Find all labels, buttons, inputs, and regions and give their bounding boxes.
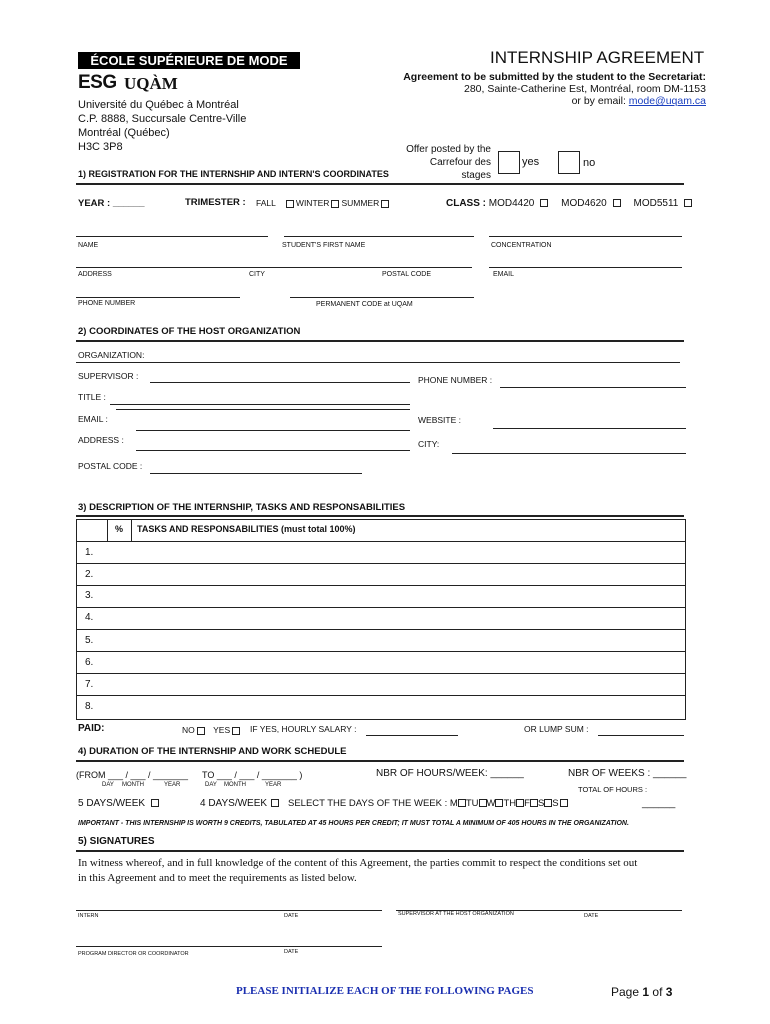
witness-text	[78, 856, 682, 886]
section1-rule	[76, 183, 684, 185]
name-line[interactable]	[76, 236, 268, 237]
fall-checkbox[interactable]	[286, 200, 294, 208]
table-row[interactable]	[77, 563, 685, 564]
year-field[interactable]: YEAR : ______	[78, 198, 145, 209]
host-city-line[interactable]	[452, 453, 686, 454]
section1-title: 1) REGISTRATION FOR THE INTERNSHIP AND INTERN'S COORDINATES	[78, 169, 389, 179]
section3-title: 3) DESCRIPTION OF THE INTERNSHIP, TASKS AND RESPONSABILITIES	[78, 502, 406, 513]
section3-rule	[76, 515, 684, 517]
hours-per-week-field[interactable]: NBR OF HOURS/WEEK: ______	[376, 768, 524, 779]
email-prefix: or by email:	[571, 95, 626, 107]
host-address-line[interactable]	[136, 430, 410, 431]
initialize-notice: PLEASE INITIALIZE EACH OF THE FOLLOWING PAGES	[236, 985, 534, 997]
page-title: INTERNSHIP AGREEMENT	[490, 48, 705, 67]
five-days-label: 5 DAYS/WEEK	[78, 798, 146, 809]
paid-yes-checkbox[interactable]	[232, 727, 240, 735]
row-number: 6.	[85, 657, 94, 668]
section5-rule	[76, 850, 684, 852]
host-postal-code-label: POSTAL CODE :	[78, 461, 143, 471]
day-label: F	[524, 798, 530, 809]
day-checkbox[interactable]	[479, 799, 487, 807]
address-line: Université du Québec à Montréal	[78, 99, 239, 111]
from-month-label: MONTH	[122, 782, 144, 788]
website-label: WEBSITE :	[418, 415, 461, 425]
intern-signature-line[interactable]	[76, 910, 382, 911]
offer-yes-checkbox[interactable]	[498, 151, 520, 174]
section2-rule	[76, 340, 684, 342]
page-number: 1	[642, 985, 650, 999]
day-label: TU	[465, 798, 479, 809]
address-line: H3C 3P8	[78, 141, 123, 153]
supervisor-label: SUPERVISOR :	[78, 371, 139, 381]
summer-label: SUMMER	[341, 198, 380, 208]
to-year-label: YEAR	[265, 782, 282, 788]
tasks-header: TASKS AND RESPONSABILITIES (must total 100%)	[137, 524, 356, 534]
submit-instruction: Agreement to be submitted by the student to the Secretariat:	[403, 71, 706, 83]
intern-label: INTERN	[78, 913, 99, 919]
host-postal-code-line[interactable]	[150, 473, 362, 474]
host-email-line[interactable]	[116, 409, 410, 410]
hourly-salary-label: IF YES, HOURLY SALARY :	[250, 724, 357, 734]
total-hours-field[interactable]: ______	[642, 798, 676, 809]
phone-label: PHONE NUMBER	[78, 300, 136, 307]
section5-title: 5) SIGNATURES	[78, 836, 155, 847]
day-label: TH	[503, 798, 517, 809]
important-notice: IMPORTANT - THIS INTERNSHIP IS WORTH 9 CREDITS, TABULATED AT 45 HOURS PER CREDIT; IT MUST TOTAL A MINIMUM OF 405 HOURS IN THE ORGANIZATION.	[78, 820, 629, 827]
director-signature-line[interactable]	[76, 946, 382, 947]
trimester-options	[256, 198, 391, 208]
address-line: Montréal (Québec)	[78, 127, 170, 139]
row-number: 3.	[85, 590, 94, 601]
to-date-field[interactable]: TO ___ / ___ / _______ )	[202, 770, 303, 780]
paid-no-label: NO	[182, 725, 195, 735]
four-days-checkbox[interactable]	[271, 799, 279, 807]
secretariat-email-link[interactable]: mode@uqam.ca	[628, 95, 706, 107]
school-name-banner: ÉCOLE SUPÉRIEURE DE MODE	[78, 52, 300, 69]
organization-label: ORGANIZATION:	[78, 350, 145, 360]
row-number: 4.	[85, 612, 94, 623]
phone-line[interactable]	[76, 297, 240, 298]
supervisor-line[interactable]	[150, 382, 410, 383]
page-of: of	[652, 985, 663, 999]
email-line	[572, 95, 706, 107]
five-days-checkbox[interactable]	[151, 799, 159, 807]
name-label: NAME	[78, 242, 99, 249]
concentration-label: CONCENTRATION	[491, 242, 552, 249]
intern-date-label: DATE	[284, 913, 299, 919]
host-title-label: TITLE :	[78, 392, 106, 402]
city-label: CITY	[249, 271, 265, 278]
class-label: CLASS :	[446, 198, 486, 209]
lump-sum-line[interactable]	[598, 735, 684, 736]
permanent-code-label: PERMANENT CODE at UQAM	[316, 301, 413, 308]
day-label: S	[552, 798, 559, 809]
mod5511-label: MOD5511	[633, 198, 679, 209]
table-row[interactable]	[77, 541, 685, 542]
day-checkbox[interactable]	[530, 799, 538, 807]
day-checkbox[interactable]	[560, 799, 568, 807]
supervisor-host-label: SUPERVISOR AT THE HOST ORGANIZATION	[398, 911, 514, 917]
offer-yes-label: yes	[522, 156, 540, 168]
mod4420-label: MOD4420	[488, 198, 535, 209]
table-divider	[107, 520, 108, 541]
mod4620-label: MOD4620	[561, 198, 607, 209]
host-address-line-2[interactable]	[136, 450, 410, 451]
first-name-line[interactable]	[284, 236, 474, 237]
address-line-field[interactable]	[76, 267, 472, 268]
class-options	[446, 198, 694, 209]
select-days-label: SELECT THE DAYS OF THE WEEK :	[288, 798, 448, 809]
table-row[interactable]	[77, 629, 685, 630]
to-month-label: MONTH	[224, 782, 246, 788]
five-days-option	[78, 798, 161, 809]
address-label: ADDRESS	[78, 271, 112, 278]
first-name-label: STUDENT'S FIRST NAME	[282, 242, 366, 249]
four-days-label: 4 DAYS/WEEK	[200, 798, 268, 809]
host-title-line[interactable]	[110, 404, 410, 405]
concentration-line[interactable]	[489, 236, 682, 237]
winter-checkbox[interactable]	[331, 200, 339, 208]
summer-checkbox[interactable]	[381, 200, 389, 208]
secretariat-address: 280, Sainte-Catherine Est, Montréal, room DM-1153	[463, 83, 706, 95]
director-date-label: DATE	[284, 949, 299, 955]
program-director-label: PROGRAM DIRECTOR OR COORDINATOR	[78, 951, 189, 957]
organization-line[interactable]	[76, 362, 680, 363]
mod4420-checkbox[interactable]	[540, 199, 548, 207]
table-row[interactable]	[77, 651, 685, 652]
day-label: M	[449, 798, 458, 809]
offer-line: Offer posted by the	[406, 144, 491, 155]
percent-header: %	[115, 524, 124, 534]
witness-line: in this Agreement and to meet the requirements as listed below.	[78, 872, 357, 884]
lump-sum-label: OR LUMP SUM :	[524, 724, 589, 734]
table-divider	[131, 520, 132, 541]
day-label: W	[486, 798, 496, 809]
postal-code-label: POSTAL CODE	[382, 271, 432, 278]
offer-no-checkbox[interactable]	[558, 151, 580, 174]
supervisor-date-label: DATE	[584, 913, 599, 919]
host-address-label: ADDRESS :	[78, 435, 124, 445]
section2-title: 2) COORDINATES OF THE HOST ORGANIZATION	[78, 326, 301, 337]
row-number: 7.	[85, 679, 94, 690]
host-phone-label: PHONE NUMBER :	[418, 375, 493, 385]
host-phone-line[interactable]	[500, 387, 686, 388]
paid-yes-label: YES	[213, 725, 231, 735]
row-number: 5.	[85, 635, 94, 646]
host-email-label: EMAIL :	[78, 414, 108, 424]
paid-options	[182, 725, 242, 735]
table-row[interactable]	[77, 585, 685, 586]
row-number: 1.	[85, 547, 94, 558]
offer-label	[400, 143, 491, 182]
table-row[interactable]	[77, 695, 685, 696]
tasks-table	[76, 519, 686, 720]
table-row[interactable]	[77, 607, 685, 608]
trimester-label: TRIMESTER :	[185, 197, 246, 208]
row-number: 2.	[85, 569, 94, 580]
section4-title: 4) DURATION OF THE INTERNSHIP AND WORK SCHEDULE	[78, 746, 347, 757]
from-date-field[interactable]: (FROM ___ / ___ / _______	[76, 770, 189, 780]
from-day-label: DAY	[102, 782, 114, 788]
uqam-logo: UQÀM	[124, 74, 178, 93]
page-prefix: Page	[611, 985, 640, 999]
fall-label: FALL	[256, 198, 276, 208]
offer-no-label: no	[583, 157, 596, 169]
day-label: S	[537, 798, 545, 809]
hourly-salary-line[interactable]	[366, 735, 458, 736]
email-label: EMAIL	[493, 271, 515, 278]
website-line[interactable]	[493, 428, 686, 429]
page-indicator	[611, 985, 672, 999]
day-checkbox[interactable]	[458, 799, 466, 807]
table-row[interactable]	[77, 673, 685, 674]
mod4620-checkbox[interactable]	[613, 199, 621, 207]
winter-label: WINTER	[295, 198, 330, 208]
from-year-label: YEAR	[164, 782, 181, 788]
host-city-label: CITY:	[418, 439, 440, 449]
weeks-field[interactable]: NBR OF WEEKS : ______	[568, 768, 687, 779]
esg-logo: ESG	[78, 72, 117, 93]
paid-label: PAID:	[78, 723, 105, 734]
offer-line: Carrefour des stages	[429, 157, 491, 181]
four-days-option	[200, 798, 281, 809]
day-checkbox[interactable]	[516, 799, 524, 807]
email-line-field[interactable]	[489, 267, 682, 268]
select-days	[288, 798, 568, 809]
total-hours-label: TOTAL OF HOURS :	[578, 785, 648, 794]
witness-line: In witness whereof, and in full knowledge of the content of this Agreement, the parties commit to respect the conditions set out	[78, 857, 638, 869]
address-line: C.P. 8888, Succursale Centre-Ville	[78, 113, 247, 125]
permanent-code-line[interactable]	[290, 297, 474, 298]
mod5511-checkbox[interactable]	[684, 199, 692, 207]
page-total: 3	[665, 985, 673, 999]
to-day-label: DAY	[205, 782, 217, 788]
section4-rule	[76, 760, 684, 762]
row-number: 8.	[85, 701, 94, 712]
paid-no-checkbox[interactable]	[197, 727, 205, 735]
school-address	[78, 98, 246, 154]
